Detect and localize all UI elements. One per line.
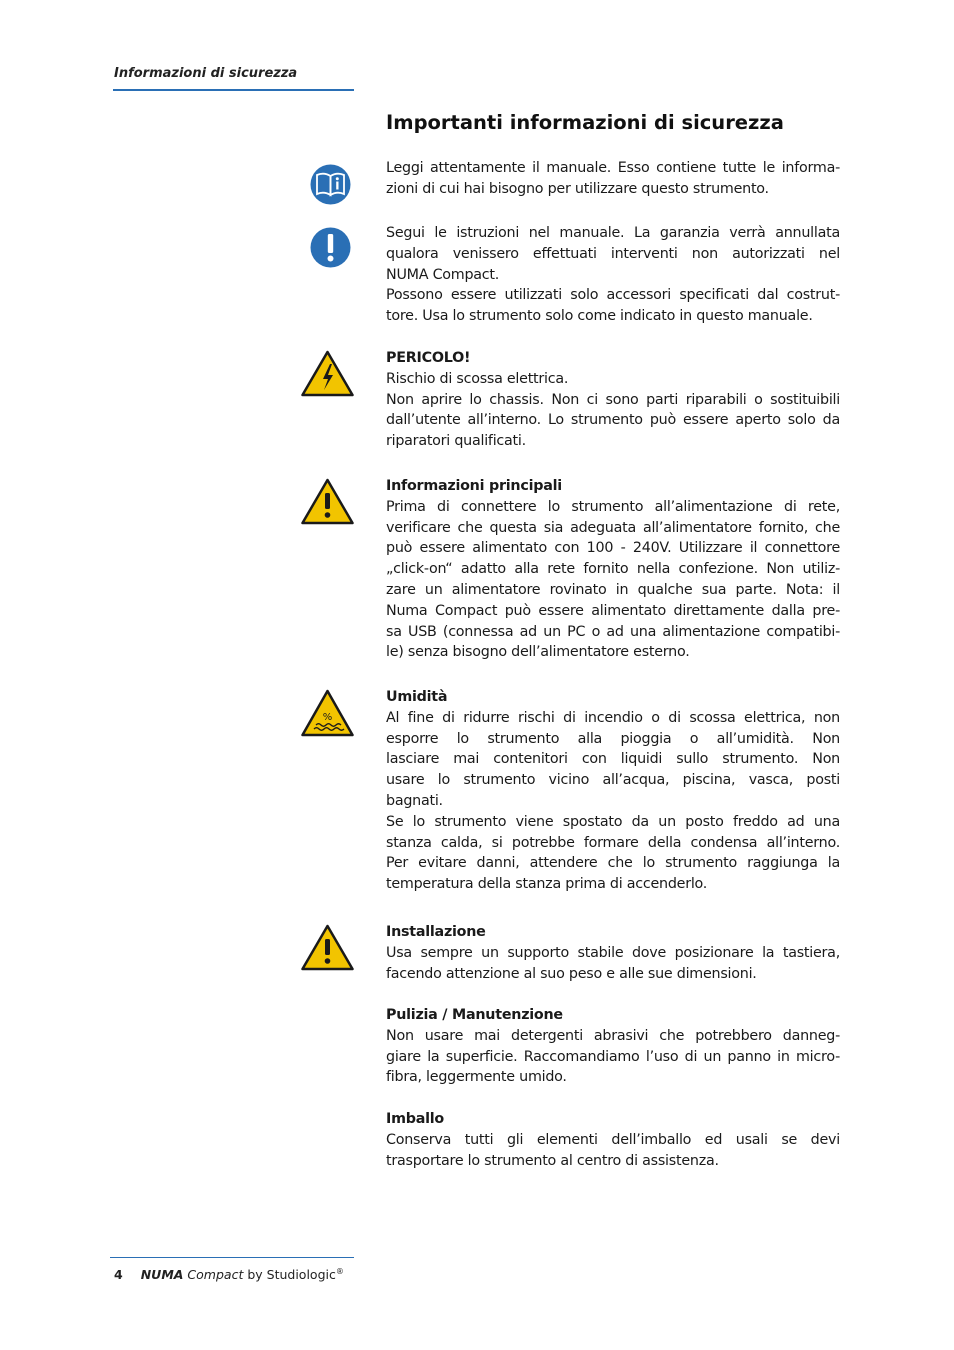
text-line: NUMA Compact. [386,266,500,283]
text-line: „click-on“ adatto alla rete fornito nella confezione. Non utiliz- [386,561,840,578]
general-warning-icon [301,478,354,525]
page-title: Importanti informazioni di sicurezza [386,111,784,134]
electric-shock-warning-icon [301,350,354,397]
text-line: usare lo strumento vicino all’acqua, piscina, vasca, posti [386,772,840,789]
text-line: esporre lo strumento alla pioggia o all’umidità. Non [386,730,840,747]
text-line: Leggi attentamente il manuale. Esso contiene tutte le informa- [386,160,840,176]
text-line: stanza calda, si potrebbe formare della condensa all’interno. [386,834,840,851]
section-heading: PERICOLO! [386,350,471,366]
exclamation-icon [308,225,353,270]
installation-notice [386,922,840,984]
text-line: Usa sempre un supporto stabile dove posizionare la tastiera, [386,944,840,961]
text-line: dall’utente all’interno. Lo strumento può essere aperto solo da [386,412,840,429]
page-footer [114,1267,344,1282]
text-line: giare la superficie. Raccomandiamo l’uso di un panno in micro- [386,1048,840,1065]
text-line: Non aprire lo chassis. Non ci sono parti riparabili o sostituibili [386,391,840,408]
humidity-warning-icon [301,689,354,737]
humidity-percent-symbol: % [322,712,333,723]
text-line: fibra, leggermente umido. [386,1069,567,1086]
text-line: Possono essere utilizzati solo accessori specificati dal costrut- [386,287,840,304]
text-line: facendo attenzione al suo peso e alle sue dimensioni. [386,965,757,982]
footer-divider [110,1257,354,1258]
text-line: Al fine di ridurre rischi di incendio o di scossa elettrica, non [386,709,840,726]
danger-notice [386,348,840,452]
packaging-notice [386,1109,840,1171]
text-line: bagnati. [386,792,443,809]
text-line: verificare che questa sia adeguata all’alimentatore fornito, che [386,519,840,536]
text-line: Per evitare danni, attendere che lo strumento raggiunga la [386,855,840,872]
header-divider [113,89,354,91]
text-line: Conserva tutti gli elementi dell’imballo ed usali se devi [386,1131,840,1148]
humidity-notice [386,687,840,895]
section-heading: Imballo [386,1111,444,1127]
trademark-symbol: ® [335,1267,344,1276]
text-line: Non usare mai detergenti abrasivi che potrebbero danneg- [386,1027,840,1044]
read-manual-icon [308,162,353,207]
text-line: riparatori qualificati. [386,433,526,450]
section-header: Informazioni di sicurezza [114,66,298,81]
footer-brand: NUMA [140,1267,184,1283]
page-number: 4 [114,1267,123,1283]
cleaning-notice [386,1005,840,1088]
section-heading: Umidità [386,689,448,705]
manual-notice [386,158,840,200]
section-heading: Installazione [386,924,486,940]
text-line: Segui le istruzioni nel manuale. La garanzia verrà annullata [386,225,840,241]
text-line: lasciare mai contenitori con liquidi sullo strumento. Non [386,751,840,768]
general-warning-icon [301,924,354,971]
text-line: Prima di connettere lo strumento all’alimentazione di rete, [386,498,840,515]
text-line: sa USB (connessa ad un PC o ad una alimentazione compatibi- [386,623,840,640]
text-line: può essere alimentato con 100 - 240V. Utilizzare il connettore [386,540,840,557]
text-line: Rischio di scossa elettrica. [386,370,569,387]
text-line: le) senza bisogno dell’alimentatore esterno. [386,644,690,661]
text-line: zioni di cui hai bisogno per utilizzare questo strumento. [386,180,769,197]
section-heading: Pulizia / Manutenzione [386,1007,563,1023]
text-line: qualora venissero effettuati interventi non autorizzati nel [386,245,840,262]
section-heading: Informazioni principali [386,478,562,494]
text-line: Se lo strumento viene spostato da un posto freddo ad una [386,813,840,830]
text-line: trasportare lo strumento al centro di assistenza. [386,1152,719,1169]
text-line: temperatura della stanza prima di accenderlo. [386,876,708,893]
footer-model: Compact [187,1267,244,1283]
instructions-notice [386,223,840,327]
text-line: tore. Usa lo strumento solo come indicato in questo manuale. [386,308,813,325]
text-line: zare un alimentatore rovinato in qualche sua parte. Nota: il [386,581,840,598]
text-line: Numa Compact può essere alimentato direttamente dalla pre- [386,602,840,619]
main-info-notice [386,476,840,663]
footer-manufacturer: by Studiologic [247,1267,336,1283]
